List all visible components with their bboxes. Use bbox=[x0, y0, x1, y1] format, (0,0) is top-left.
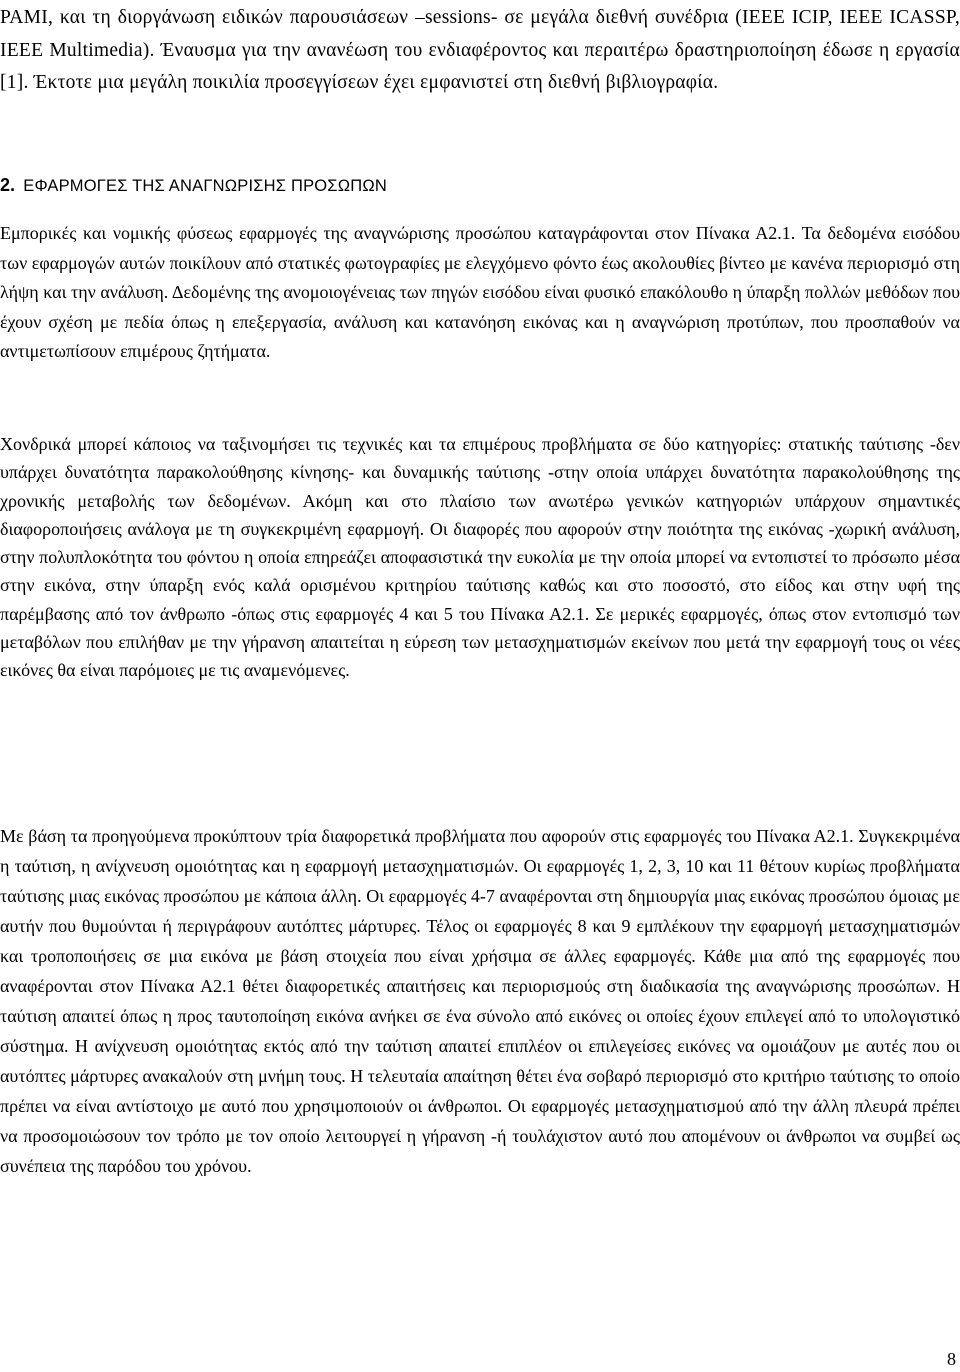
page-number: 8 bbox=[947, 1349, 956, 1369]
section-number: 2. bbox=[0, 175, 16, 195]
body-paragraph-2: Χονδρικά μπορεί κάποιος να ταξινομήσει τις τεχνικές και τα επιμέρους προβλήματα σε δύο κατηγορίες: στατικής ταύτισης -δεν υπάρχει δυνατότητα παρακολούθησης κίνησης- και δυναμικής ταύτισης -στην οποία υπάρχει δυνατότητα παρακολούθησης της χρονικής μεταβολής των δεδομένων. Ακόμη και στο πλαίσιο των ανωτέρω γενικών κατηγοριών υπάρχουν σημαντικές διαφοροποιήσεις ανάλογα με τη συγκεκριμένη εφαρμογή. Οι διαφορές που αφορούν στην ποιότητα της εικόνας -χωρική ανάλυση, στην πολυπλοκότητα του φόντου η οποία επηρεάζει αποφασιστικά την ευκολία με την οποία μπορεί να εντοπιστεί το πρόσωπο μέσα στην εικόνα, στην ύπαρξη ενός καλά ορισμένου κριτηρίου ταύτισης καθώς και στο ποσοστό, στο είδος και στην υφή της παρέμβασης από τον άνθρωπο -όπως στις εφαρμογές 4 και 5 του Πίνακα Α2.1. Σε μερικές εφαρμογές, όπως στον εντοπισμό των μεταβόλων που επιλήθαν με την γήρανση απαιτείται η εύρεση των μετασχηματισμών εκείνων που μετά την εφαρμογή τους οι νέες εικόνες θα είναι παρόμοιες με τις αναμενόμενες. bbox=[0, 434, 960, 681]
intro-paragraph: PAMI, και τη διοργάνωση ειδικών παρουσιάσεων –sessions- σε μεγάλα διεθνή συνέδρια (IEEE ICIP, IEEE ICASSP, IEEE Multimedia). Έναυσμα για την ανανέωση του ενδιαφέροντος και περαιτέρω δραστηριοποίηση έδωσε η εργασία [1]. Έκτοτε μια μεγάλη ποικιλία προσεγγίσεων έχει εμφανιστεί στη διεθνή βιβλιογραφία. bbox=[0, 7, 960, 94]
section-heading bbox=[0, 173, 387, 198]
body-paragraph-1: Εμπορικές και νομικής φύσεως εφαρμογές της αναγνώρισης προσώπου καταγράφονται στον Πίνακα Α2.1. Τα δεδομένα εισόδου των εφαρμογών αυτών ποικίλουν από στατικές φωτογραφίες με ελεγχόμενο φόντο έως ακολουθίες βίντεο με κανένα περιορισμό στη λήψη και την ανάλυση. Δεδομένης της ανομοιογένειας των πηγών εισόδου είναι φυσικό επακόλουθο η ύπαρξη πολλών μεθόδων που έχουν σχέση με πεδία όπως η επεξεργασία, ανάλυση και κατανόηση εικόνας και η αναγνώριση προτύπων, που προσπαθούν να αντιμετωπίσουν επιμέρους ζητήματα. bbox=[0, 223, 960, 362]
body-paragraph-3: Με βάση τα προηγούμενα προκύπτουν τρία διαφορετικά προβλήματα που αφορούν στις εφαρμογές του Πίνακα Α2.1. Συγκεκριμένα η ταύτιση, η ανίχνευση ομοιότητας και η εφαρμογή μετασχηματισμών. Οι εφαρμογές 1, 2, 3, 10 και 11 θέτουν κυρίως προβλήματα ταύτισης μιας εικόνας προσώπου με κάποια άλλη. Οι εφαρμογές 4-7 αναφέρονται στη δημιουργία μιας εικόνας προσώπου όμοιας με αυτήν που θυμούνται ή περιγράφουν αυτόπτες μάρτυρες. Τέλος οι εφαρμογές 8 και 9 εμπλέκουν την εφαρμογή μετασχηματισμών και τροποποιήσεις σε μια εικόνα με βάση στοιχεία που είναι χρήσιμα σε άλλες εφαρμογές. Κάθε μια από της εφαρμογές που αναφέρονται στον Πίνακα Α2.1 θέτει διαφορετικές απαιτήσεις και περιορισμούς στη διαδικασία της αναγνώρισης προσώπων. Η ταύτιση απαιτεί όπως η προς ταυτοποίηση εικόνα ανήκει σε ένα σύνολο από εικόνες οι οποίες έχουν επιλεγεί από το υπολογιστικό σύστημα. Η ανίχνευση ομοιότητας εκτός από την ταύτιση απαιτεί επιπλέον οι επιλεγείσες εικόνες να ομοιάζουν με αυτές που οι αυτόπτες μάρτυρες ανακαλούν στη μνήμη τους. Η τελευταία απαίτηση θέτει ένα σοβαρό περιορισμό στο κριτήριο ταύτισης το οποίο πρέπει να είναι αντίστοιχο με αυτό που χρησιμοποιούν οι άνθρωποι. Οι εφαρμογές μετασχηματισμού από την άλλη πλευρά πρέπει να προσομοιώσουν τον τρόπο με τον οποίο λειτουργεί η γήρανση -ή τουλάχιστον αυτό που απομένουν οι άνθρωποι να συμβεί ως συνέπεια της παρόδου του χρόνου. bbox=[0, 826, 960, 1176]
section-title: ΕΦΑΡΜΟΓΕΣ ΤΗΣ ΑΝΑΓΝΩΡΙΣΗΣ ΠΡΟΣΩΠΩΝ bbox=[23, 177, 388, 195]
